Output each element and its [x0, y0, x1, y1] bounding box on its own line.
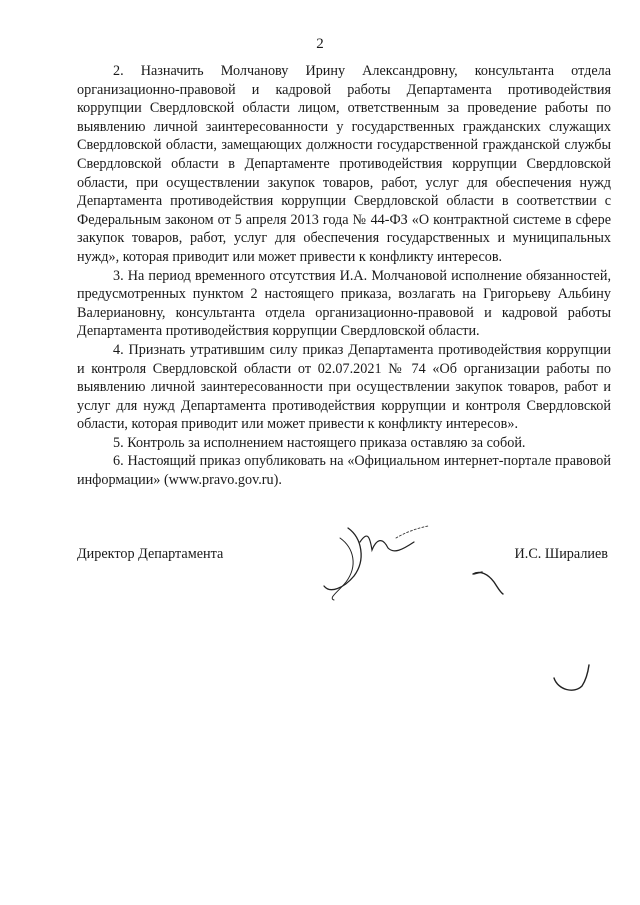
handwritten-mark [470, 566, 506, 596]
page-number: 2 [316, 36, 324, 52]
paragraph-6: 6. Настоящий приказ опубликовать на «Официальном интернет-портале правовой информации» (www.pravo.gov.ru). [77, 453, 611, 489]
signatory-name: И.С. Ширалиев [514, 546, 608, 562]
handwritten-mark [552, 662, 592, 696]
paragraph-5: 5. Контроль за исполнением настоящего приказа оставляю за собой. [113, 434, 526, 451]
signatory-title: Директор Департамента [77, 546, 224, 562]
handwritten-signature [310, 508, 450, 608]
paragraph-4: 4. Признать утратившим силу приказ Департамента противодействия коррупции и контроля Свердловской области от 02.07.2021 № 74 «Об организации работы по выявлению личной заинтересованности при осуществлении закупок товаров, работ и услуг для нужд Департамента противодействия коррупции и контроля Свердловской области, которая приводит или может привести к конфликту интересов». [77, 341, 611, 433]
paragraph-2: 2. Назначить Молчанову Ирину Александровну, консультанта отдела организационно-правовой и кадровой работы Департамента противодействия коррупции Свердловской области лицом, ответственным за проведение работы по выявлению личной заинтересованности у государственных гражданских служащих Свердловской области, замещающих должности государственной гражданской службы Свердловской области в Департаменте противодействия коррупции Свердловской области, при осуществлении закупок товаров, работ, услуг для обеспечения нужд Департамента противодействия коррупции Свердловской области в соответствии с Федеральным законом от 5 апреля 2013 года № 44-ФЗ «О контрактной системе в сфере закупок товаров, работ, услуг для обеспечения государственных и муниципальных нужд», которая приводит или может привести к конфликту интересов. [77, 63, 611, 265]
document-body [77, 62, 611, 490]
paragraph-3: 3. На период временного отсутствия И.А. Молчановой исполнение обязанностей, предусмотренных пунктом 2 настоящего приказа, возлагать на Григорьеву Альбину Валериановну, консультанта отдела организационно-правовой и кадровой работы Департамента противодействия коррупции Свердловской области. [77, 267, 611, 340]
